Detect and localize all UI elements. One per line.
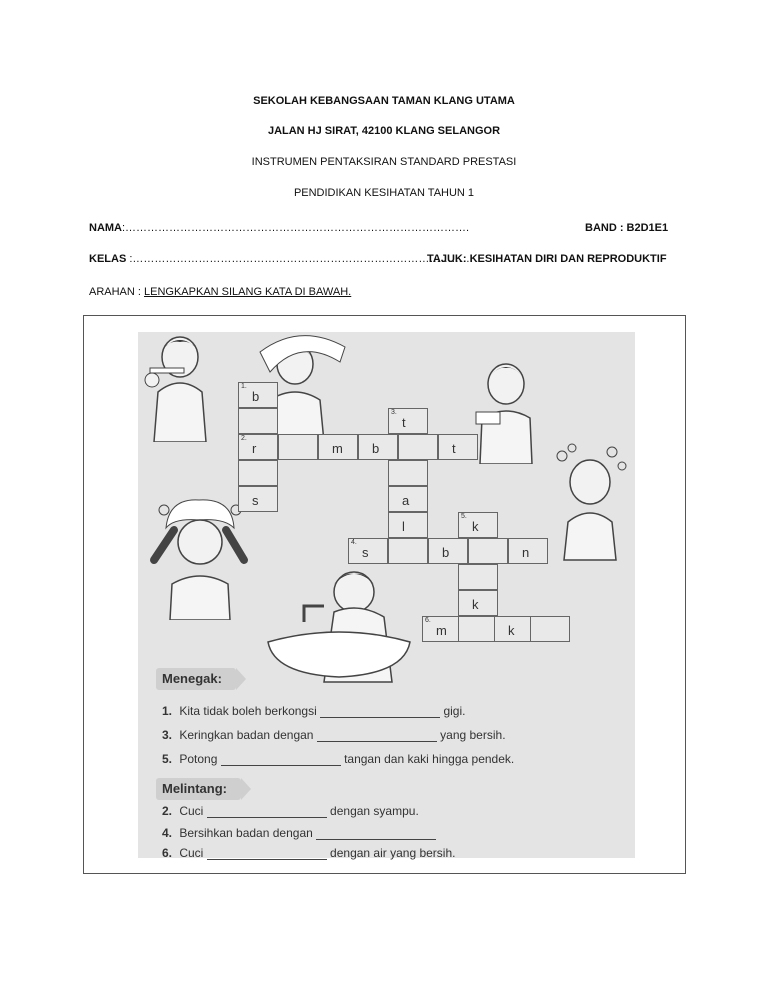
worksheet-frame (83, 315, 686, 874)
crossword-cell[interactable]: b (358, 434, 398, 460)
name-line (89, 222, 469, 234)
crossword-cell[interactable]: b (428, 538, 468, 564)
crossword-cell[interactable] (458, 564, 498, 590)
name-dots: :…………………………………………………………………………………. (122, 222, 470, 234)
crossword-cell[interactable]: m (318, 434, 358, 460)
crossword-cell[interactable]: l (388, 512, 428, 538)
crossword-cell[interactable]: n (508, 538, 548, 564)
instruction-text: LENGKAPKAN SILANG KATA DI BAWAH. (144, 286, 352, 298)
name-label: NAMA (89, 222, 122, 234)
across-clue-2: 2. Cuci dengan syampu. (162, 804, 419, 818)
crossword-cell[interactable] (388, 460, 428, 486)
child-washing-face-icon (264, 562, 414, 692)
answer-blank[interactable] (207, 847, 327, 860)
child-brushing-teeth-icon (140, 332, 230, 442)
school-address: JALAN HJ SIRAT, 42100 KLANG SELANGOR (267, 125, 501, 137)
down-clue-3: 3. Keringkan badan dengan yang bersih. (162, 728, 506, 742)
crossword-cell[interactable] (388, 538, 428, 564)
band-label: BAND : B2D1E1 (585, 222, 669, 234)
instrument-title: INSTRUMEN PENTAKSIRAN STANDARD PRESTASI (251, 156, 517, 168)
crossword-image (138, 332, 635, 858)
down-clue-1: 1. Kita tidak boleh berkongsi gigi. (162, 704, 466, 718)
crossword-cell[interactable] (458, 616, 498, 642)
crossword-cell[interactable]: k (494, 616, 534, 642)
crossword-cell[interactable]: t (438, 434, 478, 460)
instruction-line (89, 286, 351, 298)
answer-blank[interactable] (207, 805, 327, 818)
topic-label: TAJUK: KESIHATAN DIRI DAN REPRODUKTIF (427, 253, 667, 265)
school-name: SEKOLAH KEBANGSAAN TAMAN KLANG UTAMA (253, 95, 515, 107)
crossword-cell[interactable] (278, 434, 318, 460)
crossword-cell[interactable]: 4. s (348, 538, 388, 564)
subject-title: PENDIDIKAN KESIHATAN TAHUN 1 (293, 187, 475, 199)
crossword-cell[interactable]: 2. r (238, 434, 278, 460)
class-label: KELAS (89, 253, 127, 265)
answer-blank[interactable] (320, 705, 440, 718)
down-clue-5: 5. Potong tangan dan kaki hingga pendek. (162, 752, 515, 766)
answer-blank[interactable] (316, 827, 436, 840)
crossword-cell[interactable]: a (388, 486, 428, 512)
crossword-cell[interactable]: s (238, 486, 278, 512)
crossword-cell[interactable] (530, 616, 570, 642)
across-clues-title: Melintang: (156, 778, 241, 800)
crossword-cell[interactable]: 3. t (388, 408, 428, 434)
crossword-cell[interactable]: k (458, 590, 498, 616)
class-line (89, 253, 473, 265)
answer-blank[interactable] (221, 753, 341, 766)
down-clues-title: Menegak: (156, 668, 236, 690)
crossword-cell[interactable] (468, 538, 508, 564)
crossword-cell[interactable] (238, 408, 278, 434)
crossword-cell[interactable] (238, 460, 278, 486)
instruction-label: ARAHAN : (89, 286, 145, 298)
class-dots: :………………………………………………………………………………… (126, 253, 474, 265)
crossword-cell[interactable]: 6. m (422, 616, 462, 642)
across-clue-4: 4. Bersihkan badan dengan (162, 826, 436, 840)
crossword-cell[interactable]: 5. k (458, 512, 498, 538)
answer-blank[interactable] (317, 729, 437, 742)
across-clue-6: 6. Cuci dengan air yang bersih. (162, 846, 456, 860)
crossword-cell[interactable] (398, 434, 438, 460)
child-bathing-icon (542, 442, 632, 562)
crossword-cell[interactable]: 1. b (238, 382, 278, 408)
